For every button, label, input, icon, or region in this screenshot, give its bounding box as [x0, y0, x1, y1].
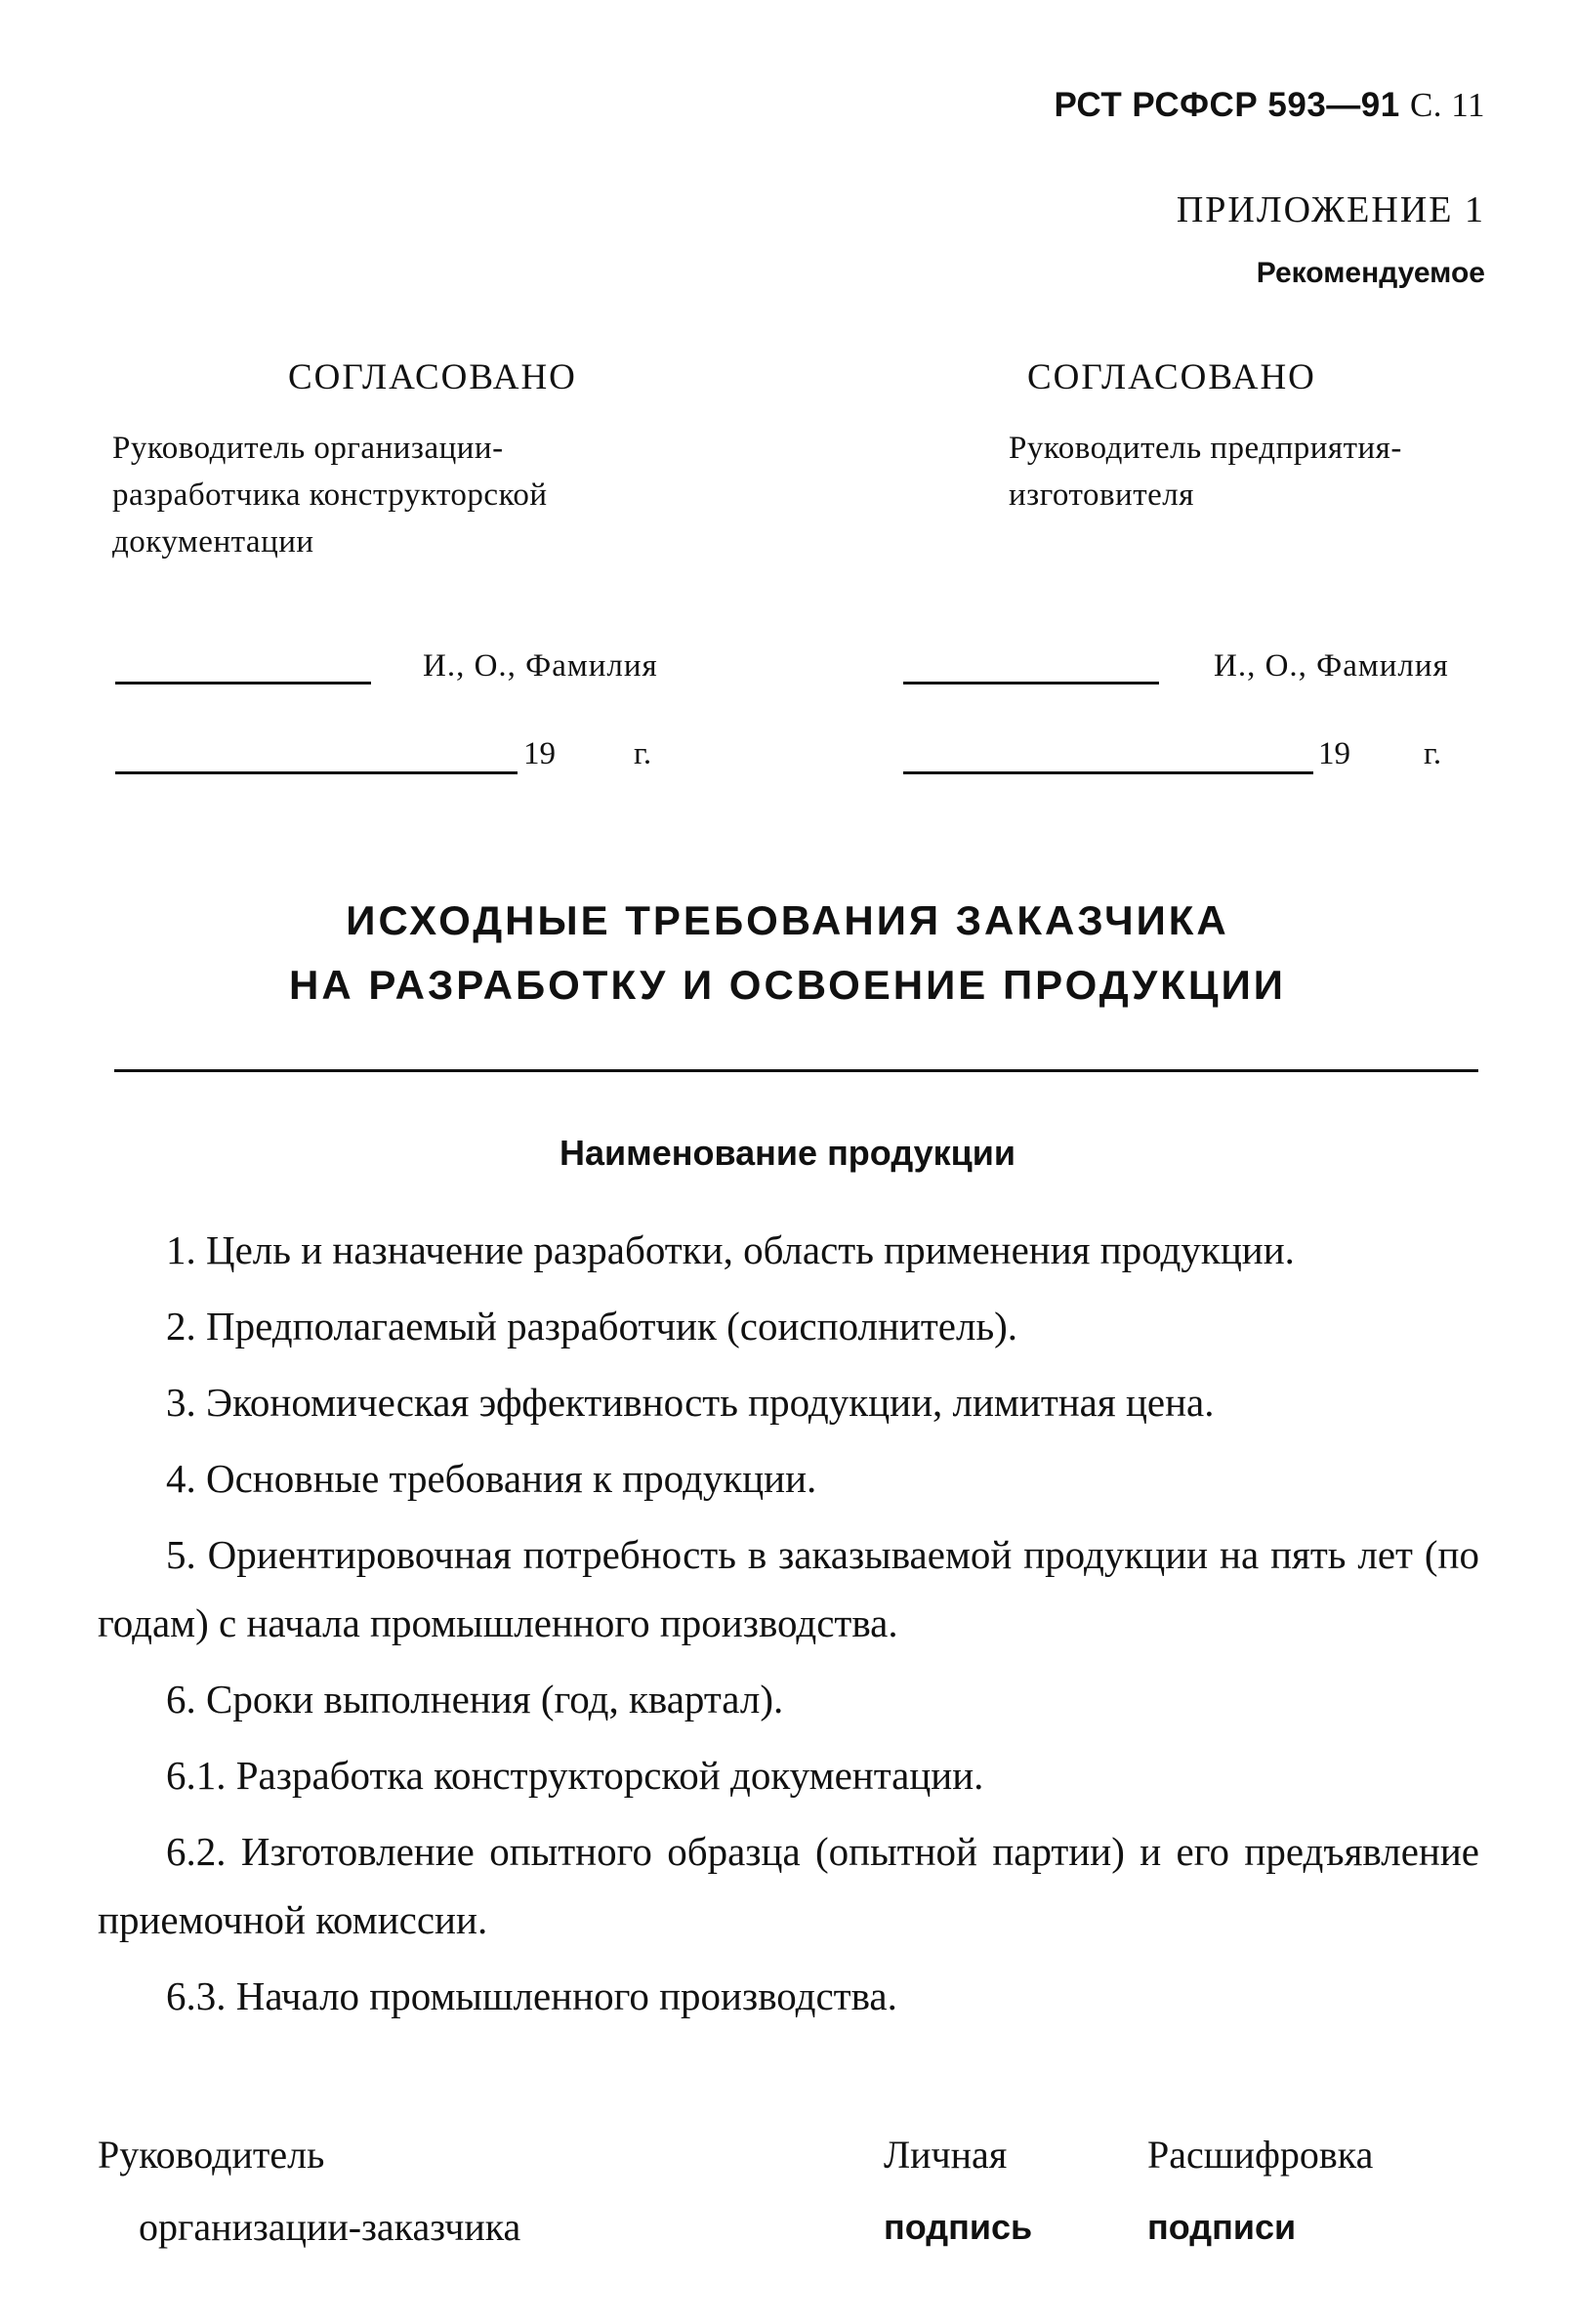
personal-signature-line: Личная	[884, 2133, 1008, 2177]
right-signature-line	[903, 682, 1159, 685]
left-position-line: документации	[112, 524, 314, 560]
product-name-label: Наименование продукции	[559, 1133, 1016, 1173]
customer-head-line: Руководитель	[98, 2133, 325, 2177]
right-signatory-name: И., О., Фамилия	[1214, 648, 1449, 684]
list-item: 1. Цель и назначение разработки, область применения продукции.	[166, 1227, 1295, 1272]
title-line-2: НА РАЗРАБОТКУ И ОСВОЕНИЕ ПРОДУКЦИИ	[289, 962, 1286, 1008]
customer-head-line: организации-заказчика	[139, 2205, 521, 2249]
title-line-1: ИСХОДНЫЕ ТРЕБОВАНИЯ ЗАКАЗЧИКА	[346, 897, 1229, 943]
left-date-suffix: г.	[634, 736, 652, 771]
left-signature-line	[115, 682, 371, 685]
right-date-year: 19	[1318, 736, 1350, 771]
appendix-label: ПРИЛОЖЕНИЕ 1	[1176, 189, 1485, 230]
right-date-line	[903, 771, 1313, 774]
left-approval-position	[112, 425, 548, 565]
list-item: 5. Ориентировочная потребность в заказываемой продукции на пять лет (по годам) с начала промышленного производства.	[98, 1532, 1479, 1645]
appendix-status: Рекомендуемое	[1256, 257, 1485, 289]
standard-code: РСТ РСФСР 593—91	[1054, 86, 1400, 124]
list-item: 4. Основные требования к продукции.	[166, 1456, 817, 1501]
right-position-line: изготовителя	[1009, 477, 1194, 513]
left-date-line	[115, 771, 518, 774]
title-divider	[114, 1069, 1478, 1072]
list-item: 2. Предполагаемый разработчик (соисполнитель).	[166, 1304, 1018, 1349]
left-approval-title: СОГЛАСОВАНО	[288, 357, 577, 397]
list-item: 3. Экономическая эффективность продукции, лимитная цена.	[166, 1380, 1215, 1425]
list-item: 6. Сроки выполнения (год, квартал).	[166, 1677, 784, 1722]
list-item: 6.2. Изготовление опытного образца (опытной партии) и его предъявление приемочной комиссии.	[98, 1829, 1479, 1942]
requirements-list	[98, 1216, 1479, 2038]
left-date-year: 19	[523, 736, 556, 771]
left-position-line: Руководитель организации-	[112, 431, 504, 466]
right-approval-title: СОГЛАСОВАНО	[1027, 357, 1316, 397]
list-item: 6.1. Разработка конструкторской документации.	[166, 1753, 984, 1798]
customer-head-label	[98, 2119, 520, 2263]
right-date-suffix: г.	[1424, 736, 1442, 771]
signature-transcript-line: Расшифровка	[1147, 2133, 1374, 2177]
page-number: С. 11	[1409, 86, 1485, 124]
right-approval-position	[1009, 425, 1402, 519]
left-signatory-name: И., О., Фамилия	[423, 648, 658, 684]
standard-header	[1054, 86, 1485, 125]
signature-transcript-label	[1147, 2119, 1373, 2263]
left-position-line: разработчика конструкторской	[112, 477, 548, 513]
right-position-line: Руководитель предприятия-	[1009, 431, 1402, 466]
personal-signature-line: подпись	[884, 2207, 1033, 2247]
document-title	[0, 889, 1575, 1017]
list-item: 6.3. Начало промышленного производства.	[166, 1973, 897, 2018]
personal-signature-label	[884, 2119, 1032, 2263]
signature-transcript-line: подписи	[1147, 2207, 1297, 2247]
